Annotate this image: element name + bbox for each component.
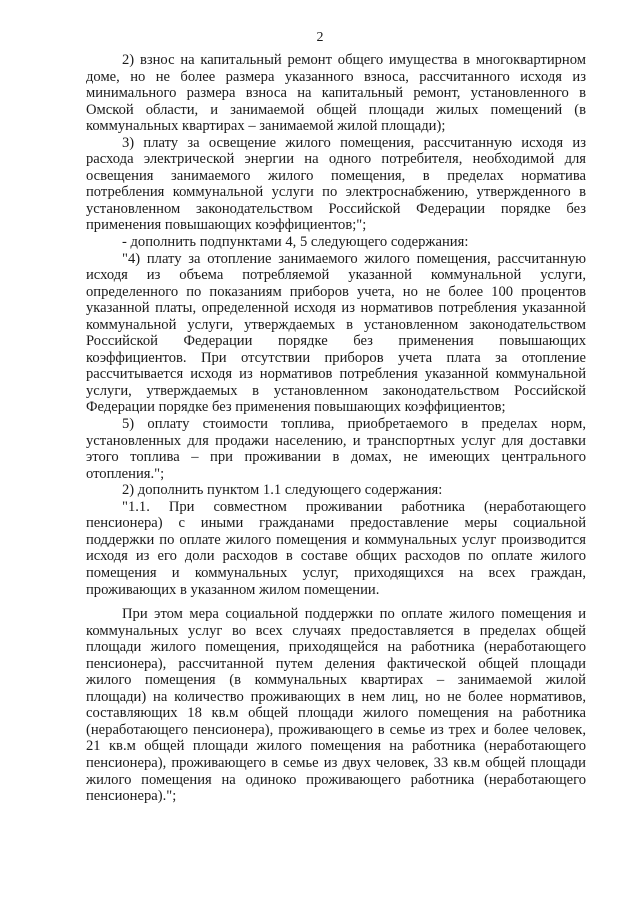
text-line: жилого помещения (в коммунальных квартирах – занимаемой жилой xyxy=(86,672,586,689)
text-line: "4) плату за отопление занимаемого жилого помещения, рассчитанную xyxy=(122,250,586,267)
text-line: 2) дополнить пунктом 1.1 следующего содержания: xyxy=(122,482,443,499)
paragraph xyxy=(86,52,586,135)
paragraph xyxy=(86,606,586,805)
text-line: исходя из его доли расходов в составе общих расходов по оплате жилого xyxy=(86,548,586,565)
text-line: 2) взнос на капитальный ремонт общего имущества в многоквартирном xyxy=(122,52,586,68)
text-line: проживающих в указанном жилом помещении. xyxy=(86,581,380,598)
text-line: - дополнить подпунктами 4, 5 следующего содержания: xyxy=(122,234,469,251)
text-line: указанной платы, определенной исходя из нормативов потребления указанной xyxy=(86,300,586,317)
text-line: 21 кв.м общей площади жилого помещения на работника (неработающего xyxy=(86,738,586,755)
text-line: применения повышающих коэффициентов;"; xyxy=(86,217,367,234)
document-body xyxy=(86,52,586,805)
text-line: установленном законодательством Российской Федерации порядке без xyxy=(86,200,586,217)
text-line: коэффициентов. При отсутствии приборов учета плата за отопление xyxy=(86,349,586,366)
paragraph xyxy=(86,135,586,234)
text-line: определенного по показаниям приборов учета, но не более 100 процентов xyxy=(86,283,586,300)
text-line: поддержки по оплате жилого помещения и коммунальных услуг производится xyxy=(86,531,586,548)
text-line: (неработающего пенсионера), проживающего в семье из трех и более человек, xyxy=(86,721,586,738)
text-line: расхода электрической энергии на одного потребителя, необходимой для xyxy=(86,151,586,168)
text-line: составляющих 18 кв.м общей площади жилого помещения на работника xyxy=(86,705,586,722)
text-line: услуги, утверждаемых в установленном законодательством Российской xyxy=(86,382,586,399)
text-line: коммунальной услуги, утверждаемых в установленном законодательством xyxy=(86,316,586,333)
text-line: пенсионера), проживающего в семье из двух человек, 33 кв.м общей площади xyxy=(86,754,586,771)
paragraph xyxy=(86,482,586,499)
text-line: 3) плату за освещение жилого помещения, рассчитанную исходя из xyxy=(122,134,586,151)
text-line: "1.1. При совместном проживании работника (неработающего xyxy=(122,498,586,515)
text-line: минимального размера взноса на капитальный ремонт, установленного в xyxy=(86,85,586,102)
text-line: пенсионера), рассчитанной путем деления фактической общей площади xyxy=(86,655,586,672)
text-line: доме, но не более размера указанного взноса, рассчитанного исходя из xyxy=(86,68,586,85)
paragraph xyxy=(86,416,586,482)
text-line: потребления коммунальной услуги по электроснабжению, утвержденного в xyxy=(86,184,586,201)
paragraph xyxy=(86,234,586,251)
text-line: помещения и коммунальных услуг, приходящихся на всех граждан, xyxy=(86,564,586,581)
text-line: этого топлива – при проживании в домах, не имеющих центрального xyxy=(86,449,586,466)
text-line: Федерации порядке без применения повышающих коэффициентов; xyxy=(86,399,506,416)
text-line: площади) на количество проживающих в нем лиц, но не более нормативов, xyxy=(86,688,586,705)
text-line: пенсионера) с иными гражданами предоставление меры социальной xyxy=(86,515,586,532)
paragraph xyxy=(86,499,586,598)
text-line: рассчитывается исходя из нормативов потребления указанной коммунальной xyxy=(86,366,586,383)
text-line: коммунальных услуг во всех случаях предоставляется в пределах общей xyxy=(86,622,586,639)
text-line: освещения занимаемого жилого помещения, в пределах норматива xyxy=(86,167,586,184)
text-line: исходя из объема потребляемой указанной коммунальной услуги, xyxy=(86,267,586,284)
text-line: установленных для продажи населению, и транспортных услуг для доставки xyxy=(86,432,586,449)
text-line: коммунальных квартирах – занимаемой жилой площади); xyxy=(86,118,446,135)
text-line: жилого помещения на одиноко проживающего работника (неработающего xyxy=(86,771,586,788)
text-line: пенсионера)."; xyxy=(86,788,177,805)
page-number: 2 xyxy=(316,30,324,45)
text-line: Омской области, и занимаемой общей площади жилых помещений (в xyxy=(86,101,586,118)
text-line: 5) оплату стоимости топлива, приобретаемого в пределах норм, xyxy=(122,416,586,433)
text-line: При этом мера социальной поддержки по оплате жилого помещения и xyxy=(122,606,586,623)
text-line: отопления."; xyxy=(86,465,165,482)
text-line: Российской Федерации порядке без применения повышающих xyxy=(86,333,586,350)
paragraph xyxy=(86,251,586,416)
text-line: площади жилого помещения, приходящейся на работника (неработающего xyxy=(86,639,586,656)
